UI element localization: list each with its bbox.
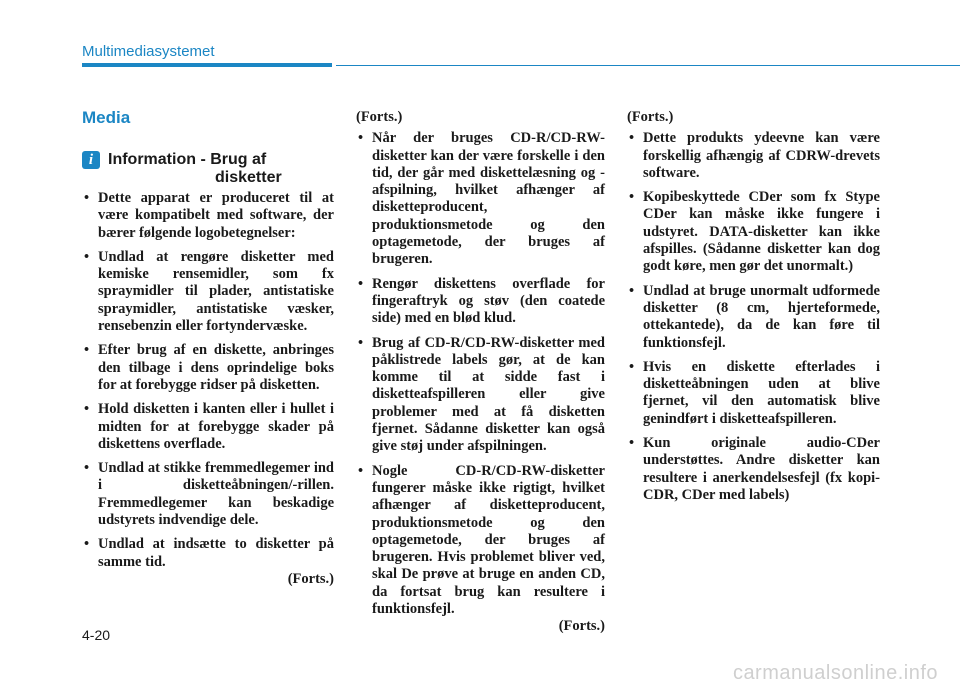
continued-note: (Forts.) [287, 570, 334, 587]
text-column-1 [82, 190, 334, 588]
continued-from-note: (Forts.) [356, 109, 403, 125]
list-item: • Dette apparat er produceret til at være kompatibelt med software, der bærer følgende logobetegnelser: [82, 190, 334, 242]
list-item: • Når der bruges CD-R/CD-RW-disketter kan der være forskelle i den tid, der går med diskettelæsning og -afspilning, hvilket afhænger af disketteproducent, produktionsmetode og den optagemetode, der bruges af brugeren. [356, 130, 605, 268]
list-item: • Hold disketten i kanten eller i hullet i midten for at forebygge skader på diskettens overflade. [82, 401, 334, 453]
list-item: • Nogle CD-R/CD-RW-disketter fungerer måske ikke rigtigt, hvilket afhænger af disketteproducent, produktionsmetode og den optagemetode, der bruges af brugeren. Hvis problemet bliver ved, skal De prøve at bruge en anden CD, da fortsat brug kan resultere i funktionsfejl. [356, 463, 605, 619]
section-title: Media [82, 108, 131, 127]
bullet-list-1 [82, 190, 334, 571]
list-item: • Undlad at indsætte to disketter på samme tid. [82, 536, 334, 571]
list-item: • Kopibeskyttede CDer som fx Stype CDer kan måske ikke fungere i udstyret. DATA-disketter kan ikke afspilles. (Sådanne disketter kan dog godt køre, men gør det unormalt.) [627, 189, 880, 275]
list-item: • Rengør diskettens overflade for fingeraftryk og støv (den coatede side) med en blød klud. [356, 276, 605, 328]
list-item: • Undlad at stikke fremmedlegemer ind i disketteåbningen/-rillen. Fremmedlegemer kan beskadige udstyrets indvendige dele. [82, 460, 334, 529]
continued-note: (Forts.) [558, 618, 605, 635]
info-icon: i [82, 151, 100, 169]
info-heading-line2: disketter [215, 169, 282, 186]
header-rule-thin [336, 65, 960, 66]
header-rule-thick [82, 63, 332, 67]
list-item: • Undlad at rengøre disketter med kemiske rensemidler, som fx spraymidler til plader, antistatiske spraymidler, antistatiske væsker, rensebenzin eller fortyndervæske. [82, 249, 334, 335]
info-heading-line1: Information - Brug af [108, 151, 267, 168]
bullet-list-2 [356, 130, 605, 618]
page-number: 4-20 [82, 627, 111, 643]
chapter-title: Multimediasystemet [82, 43, 215, 60]
list-item: • Brug af CD-R/CD-RW-disketter med påklistrede labels gør, at de kan komme til at sidde fast i disketteafspilleren eller give problemer med at få disketten fjernet. Sådanne disketter kan også give støj under afspilningen. [356, 335, 605, 456]
watermark: carmanualsonline.info [732, 662, 938, 684]
continued-from-note: (Forts.) [627, 109, 674, 125]
list-item: • Efter brug af en diskette, anbringes den tilbage i dens oprindelige boks for at forebygge ridser på disketten. [82, 342, 334, 394]
list-item: • Undlad at bruge unormalt udformede disketter (8 cm, hjerteformede, ottekantede), da de kan føre til funktionsfejl. [627, 283, 880, 352]
list-item: • Kun originale audio-CDer understøttes. Andre disketter kan resultere i anerkendelsesfejl (fx kopi-CDR, CDer med labels) [627, 435, 880, 504]
text-column-3 [627, 109, 880, 511]
info-heading [108, 151, 328, 187]
list-item: • Dette produkts ydeevne kan være forskellig afhængig af CDRW-drevets software. [627, 130, 880, 182]
list-item: • Hvis en diskette efterlades i disketteåbningen uden at blive fjernet, vil den automatisk blive genindført i disketteafspilleren. [627, 359, 880, 428]
text-column-2 [356, 109, 605, 636]
bullet-list-3 [627, 130, 880, 504]
